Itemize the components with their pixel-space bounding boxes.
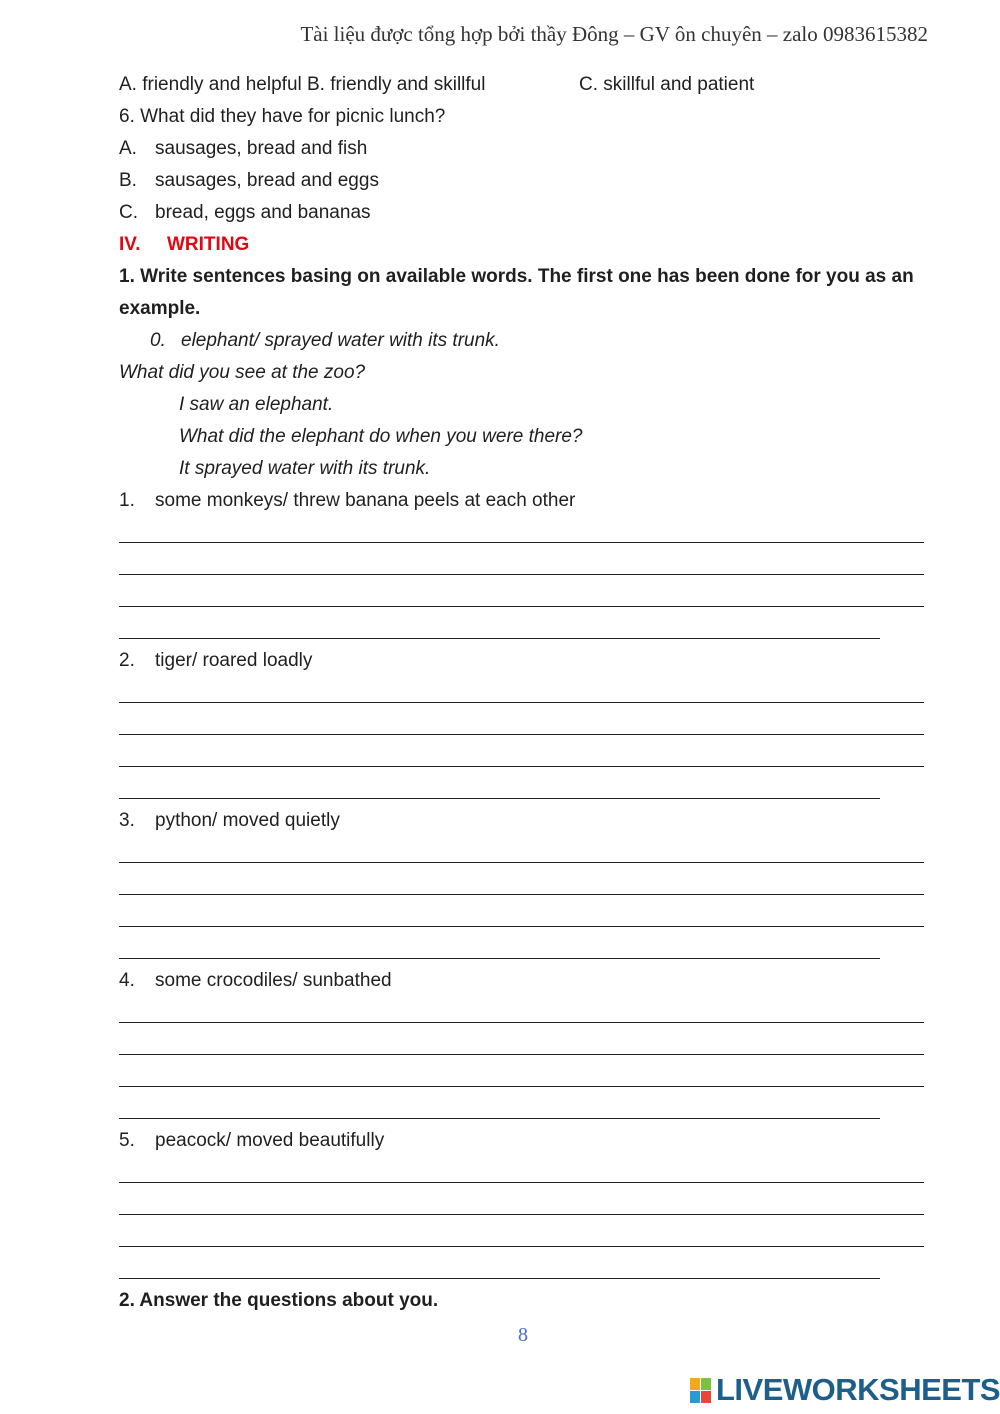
option-text: sausages, bread and eggs	[155, 170, 379, 191]
option-label: C.	[119, 202, 138, 223]
item-prompt: some crocodiles/ sunbathed	[155, 970, 392, 991]
question-6-option-c	[119, 200, 371, 226]
page-header: Tài liệu được tổng hợp bởi thầy Đông – GV ôn chuyên – zalo 0983615382	[300, 22, 928, 46]
example-prompt	[150, 328, 500, 354]
page-number: 8	[518, 1324, 528, 1346]
item-number: 4.	[119, 970, 135, 991]
writing-item-3	[119, 808, 340, 834]
item-number: 5.	[119, 1130, 135, 1151]
writing-item-1	[119, 488, 575, 514]
item-prompt: some monkeys/ threw banana peels at each other	[155, 490, 576, 511]
prev-question-options	[119, 72, 755, 98]
options-ab: A. friendly and helpful B. friendly and skillful	[119, 74, 486, 95]
answer-line[interactable]	[119, 958, 880, 959]
example-question-2: What did the elephant do when you were there?	[179, 426, 583, 447]
answer-line[interactable]	[119, 1278, 880, 1279]
option-label: B.	[119, 170, 137, 191]
question-6-option-a	[119, 136, 367, 162]
option-c: C. skillful and patient	[579, 74, 755, 95]
answer-line[interactable]	[119, 1182, 924, 1183]
logo-wordmark: LIVEWORKSHEETS	[716, 1372, 1000, 1407]
example-text: elephant/ sprayed water with its trunk.	[181, 330, 500, 351]
item-number: 3.	[119, 810, 135, 831]
answer-line[interactable]	[119, 926, 924, 927]
section-heading	[119, 232, 249, 258]
item-number: 1.	[119, 490, 135, 511]
section-number: IV.	[119, 234, 141, 255]
question-6-stem: 6. What did they have for picnic lunch?	[119, 106, 446, 127]
writing-item-2	[119, 648, 312, 674]
answer-line[interactable]	[119, 862, 924, 863]
task-1-instruction: 1. Write sentences basing on available words. The first one has been done for you as an	[119, 266, 914, 287]
answer-line[interactable]	[119, 542, 924, 543]
answer-line[interactable]	[119, 702, 924, 703]
item-prompt: peacock/ moved beautifully	[155, 1130, 385, 1151]
answer-line[interactable]	[119, 1118, 880, 1119]
answer-line[interactable]	[119, 1214, 924, 1215]
item-number: 2.	[119, 650, 135, 671]
task-2-instruction: 2. Answer the questions about you.	[119, 1290, 439, 1311]
section-title: WRITING	[167, 234, 250, 255]
answer-line[interactable]	[119, 894, 924, 895]
logo-blocks-icon	[690, 1378, 712, 1404]
item-prompt: tiger/ roared loadly	[155, 650, 313, 671]
answer-line[interactable]	[119, 638, 880, 639]
option-text: sausages, bread and fish	[155, 138, 368, 159]
answer-line[interactable]	[119, 798, 880, 799]
answer-line[interactable]	[119, 734, 924, 735]
answer-line[interactable]	[119, 606, 924, 607]
example-answer-2: It sprayed water with its trunk.	[179, 458, 431, 479]
example-answer-1: I saw an elephant.	[179, 394, 334, 415]
answer-line[interactable]	[119, 1054, 924, 1055]
writing-item-5	[119, 1128, 384, 1154]
example-number: 0.	[150, 330, 166, 351]
example-question-1: What did you see at the zoo?	[119, 362, 366, 383]
option-label: A.	[119, 138, 137, 159]
question-6-option-b	[119, 168, 379, 194]
answer-line[interactable]	[119, 1246, 924, 1247]
writing-item-4	[119, 968, 392, 994]
answer-line[interactable]	[119, 1022, 924, 1023]
answer-line[interactable]	[119, 766, 924, 767]
task-1-instruction-cont: example.	[119, 298, 201, 319]
answer-line[interactable]	[119, 1086, 924, 1087]
answer-line[interactable]	[119, 574, 924, 575]
option-text: bread, eggs and bananas	[155, 202, 371, 223]
item-prompt: python/ moved quietly	[155, 810, 340, 831]
